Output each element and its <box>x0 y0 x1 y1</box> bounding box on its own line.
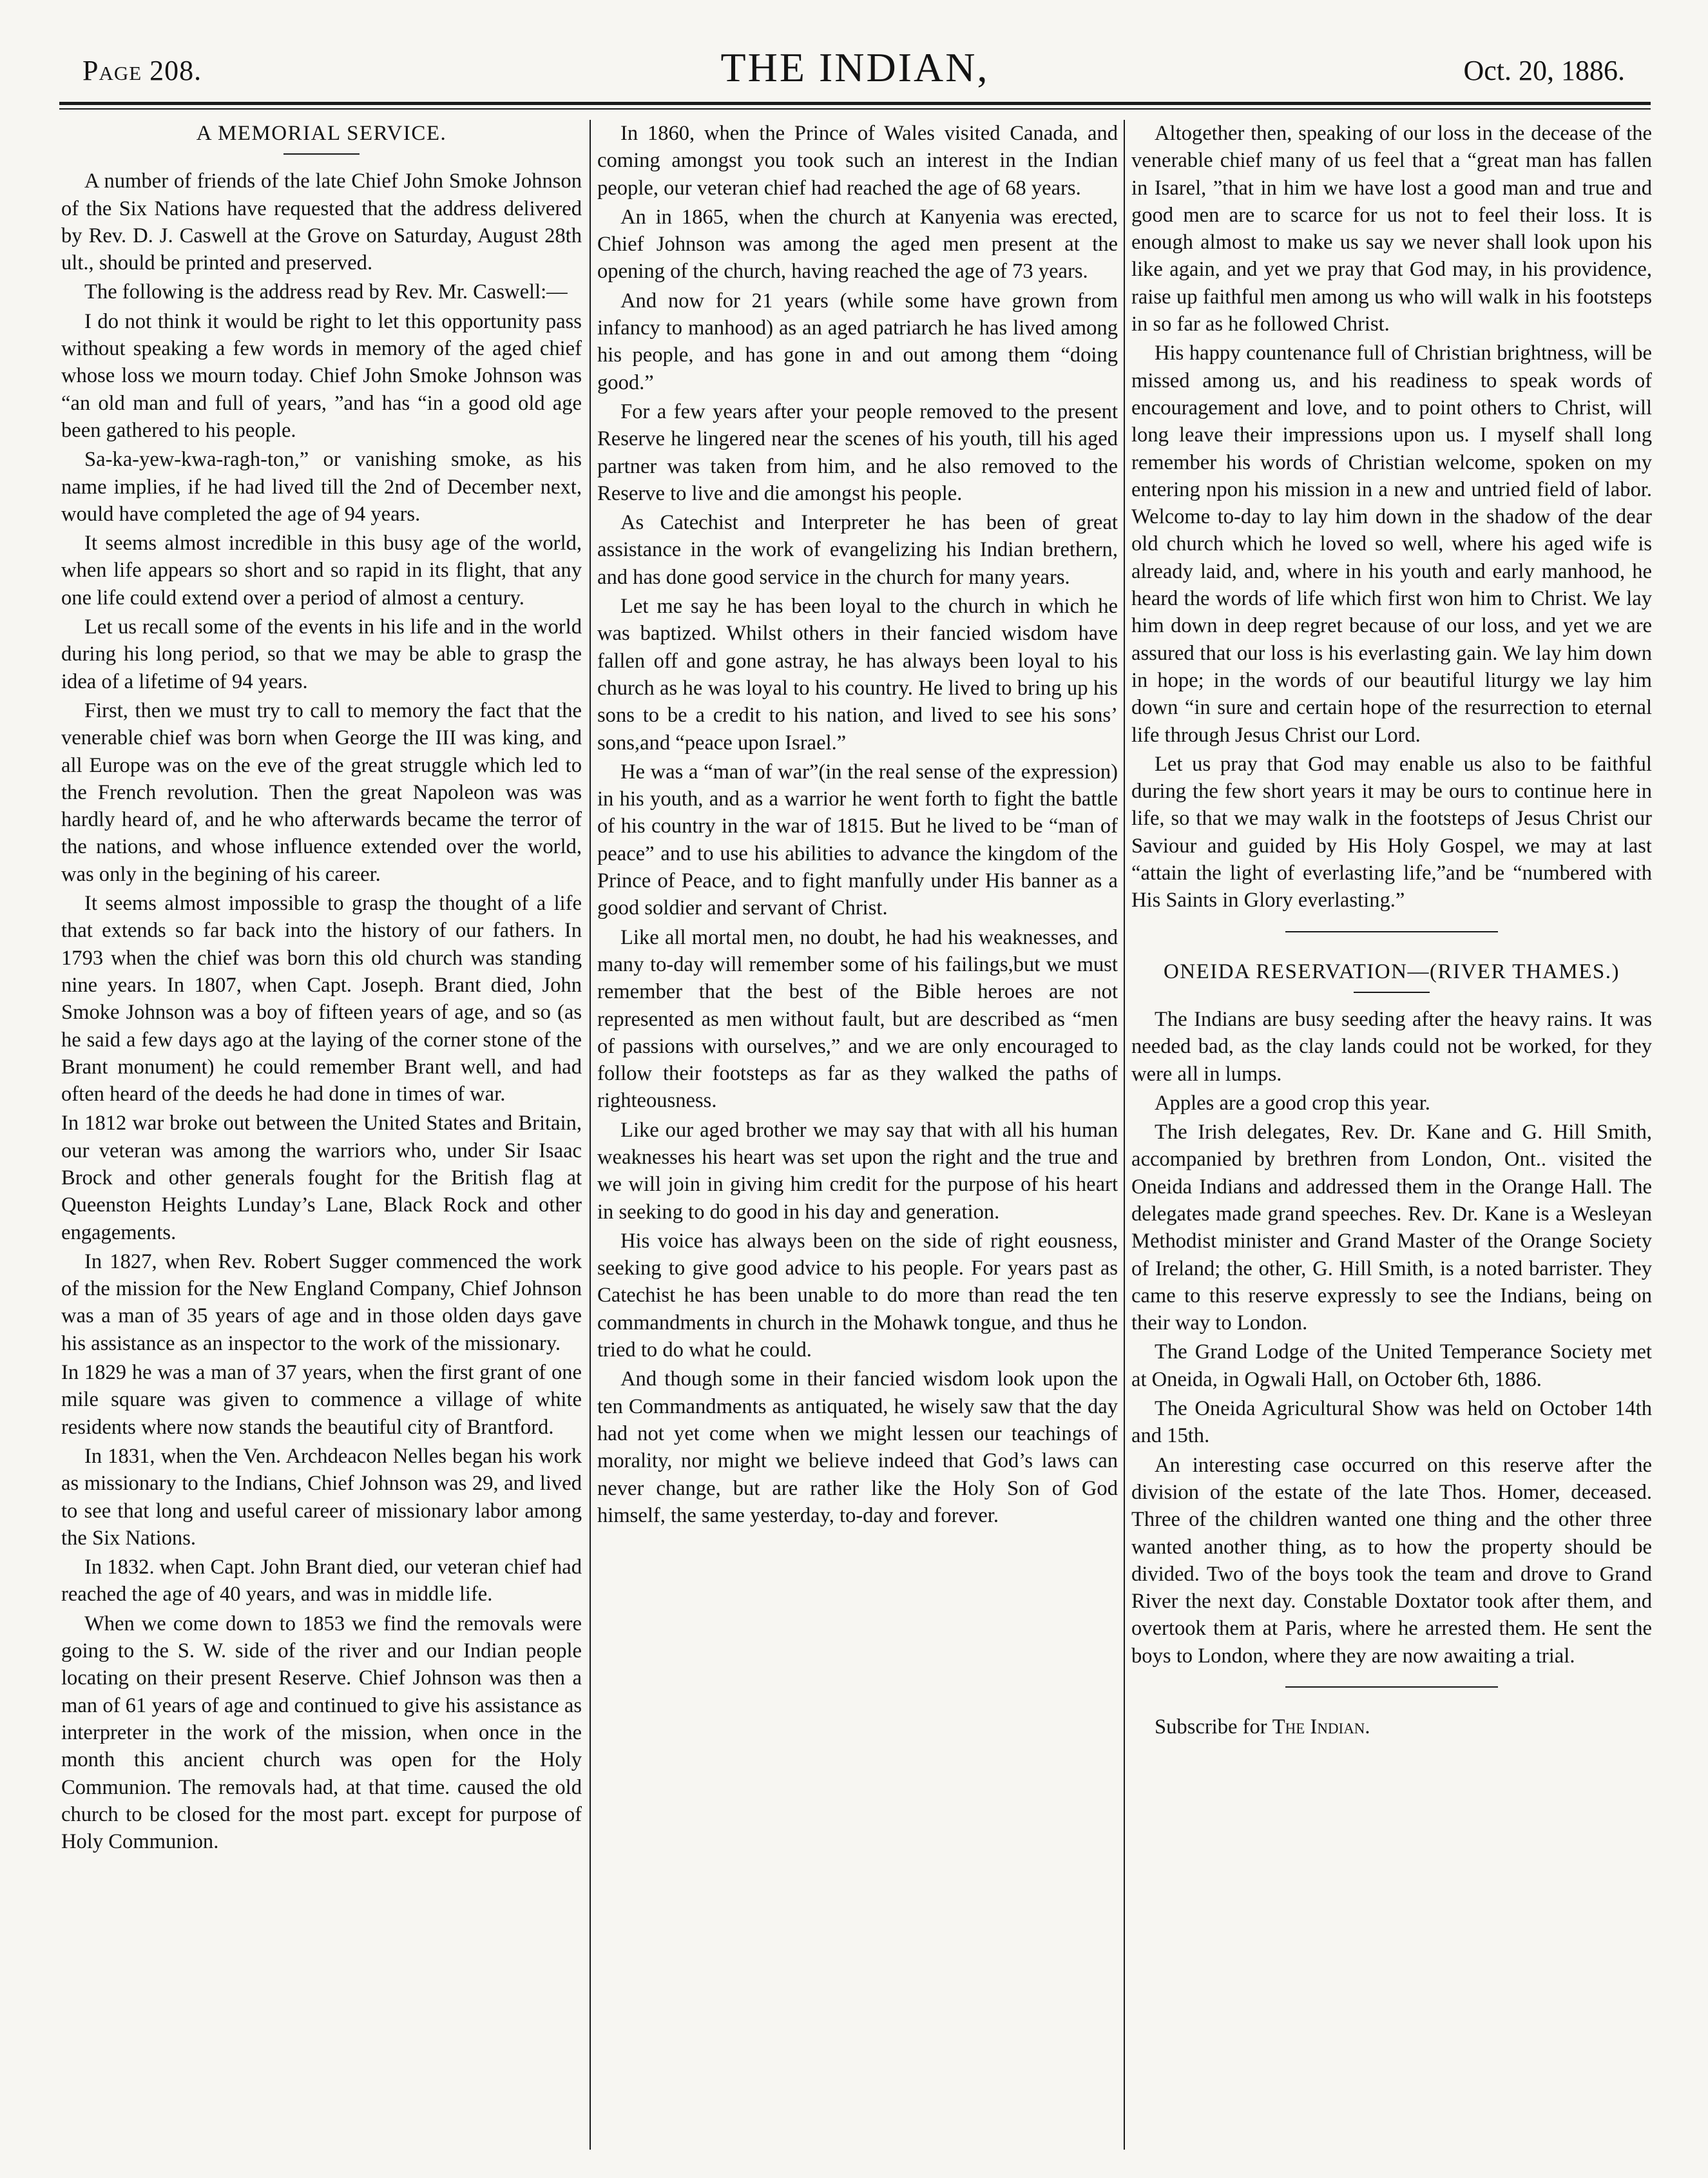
paragraph: Sa-ka-yew-kwa-ragh-ton,” or vanishing smoke, as his name implies, if he had lived till the 2nd of December next, would have completed the age of 94 years. <box>61 448 582 526</box>
newspaper-title: THE INDIAN, <box>720 44 990 90</box>
article-title-memorial: A MEMORIAL SERVICE. <box>196 122 447 145</box>
section-divider <box>1285 1686 1498 1688</box>
masthead-rule <box>59 102 1651 105</box>
paragraph: The Irish delegates, Rev. Dr. Kane and G. Hill Smith, accompanied by brethren from London, Ont.. visited the Oneida Indians and addressed them in the Orange Hall. The delegates made grand speeches. Rev. Dr. Kane is a Wesleyan Methodist minister and Grand Master of the Orange Society of Ireland; the other, G. Hill Smith, is a noted barrister. They came to this reserve expressly to see the Indians, being on their way to London. <box>1131 1121 1652 1335</box>
paragraph: Like our aged brother we may say that with all his human weaknesses his heart was set upon the right and the true and we will join in giving him credit for the purpose of his heart in seeking to do good in his day and generation. <box>597 1118 1118 1224</box>
column-divider <box>590 120 591 2150</box>
subscribe-text: Subscribe for <box>1155 1715 1272 1739</box>
subscribe-notice <box>1131 1713 1652 1740</box>
column-1 <box>61 120 582 1857</box>
paragraph: And though some in their fancied wisdom look upon the ten Commandments as antiquated, he wisely saw that the day had not yet come when we might lessen our teachings of morality, nor might we believe indeed that God’s laws can never change, but are rather like the Holy Son of God himself, the same yesterday, to-day and forever. <box>597 1367 1118 1527</box>
paragraph: His voice has always been on the side of right eousness, seeking to give good advice to his people. For years past as Catechist he has been unable to do more than read the ten commandments in church in the Mohawk tongue, and thus he tried to do what he could. <box>597 1229 1118 1362</box>
paragraph: In 1812 war broke out between the United States and Britain, our veteran was among the warriors who, under Sir Isaac Brock and other generals fought for the British flag at Queenston Heights Lunday’s Lane, Black Rock and other engagements. <box>61 1112 582 1244</box>
paragraph: The Oneida Agricultural Show was held on October 14th and 15th. <box>1131 1397 1652 1448</box>
paragraph: And now for 21 years (while some have grown from infancy to manhood) as an aged patriarch he has lived among his people, and has gone in and out among them “doing good.” <box>597 289 1118 394</box>
paragraph: In 1831, when the Ven. Archdeacon Nelles began his work as missionary to the Indians, Chief Johnson was 29, and lived to see that long and useful career of missionary labor among the Six Nations. <box>61 1444 582 1550</box>
paragraph: As Catechist and Interpreter he has been of great assistance in the work of evangelizing his Indian brethern, and has done good service in the church for many years. <box>597 511 1118 589</box>
paragraph: An interesting case occurred on this reserve after the division of the estate of the late Thos. Homer, deceased. Three of the children wanted one thing and the other three wanted another thing, as to how the property should be divided. Two of the boys took the team and drove to Grand River the next day. Constable Doxtator took after them, and overtook them at Paris, where he arrested them. He sent the boys to London, where they are now awaiting a trial. <box>1131 1453 1652 1668</box>
paragraph: A number of friends of the late Chief John Smoke Johnson of the Six Nations have requested that the address delivered by Rev. D. J. Caswell at the Grove on Saturday, August 28th ult., should be printed and preserved. <box>61 169 582 275</box>
title-rule <box>283 153 360 155</box>
paragraph: The Indians are busy seeding after the heavy rains. It was needed bad, as the clay lands could not be worked, for they were all in lumps. <box>1131 1007 1652 1086</box>
paragraph: Let us pray that God may enable us also to be faithful during the few short years it may be ours to continue here in life, so that we may walk in the footsteps of Jesus Christ our Saviour and guided by His Holy Gospel, we may at last “attain the light of everlasting life,”and be “numbered with His Saints in Glory everlasting.” <box>1131 752 1652 912</box>
paragraph: First, then we must try to call to memory the fact that the venerable chief was born when George the III was king, and all Europe was on the eve of the great struggle which led to the French revolution. Then the great Napoleon was was hardly heard of, and he who afterwards became the terror of the nations, and whose influence extended over the world, was only in the begining of his career. <box>61 699 582 886</box>
paragraph: In 1829 he was a man of 37 years, when the first grant of one mile square was given to commence a village of white residents where now stands the beautiful city of Brantford. <box>61 1361 582 1439</box>
paragraph: It seems almost impossible to grasp the thought of a life that extends so far back into the history of our fathers. In 1793 when the chief was born this old church was standing nine years. In 1807, when Capt. Joseph. Brant died, John Smoke Johnson was a boy of fifteen years of age, and so (as he said a few days ago at the laying of the corner stone of the Brant monument) he could remember Brant well, and had often heard of the deeds he had done in times of war. <box>61 892 582 1106</box>
title-rule <box>1354 992 1430 993</box>
paragraph: He was a “man of war”(in the real sense of the expression) in his youth, and as a warrior he went forth to fight the battle of his country in the war of 1815. But he lived to be “man of peace” and to use his abilities to advance the kingdom of the Prince of Peace, and to fight manfully under His banner as a good soldier and servant of Christ. <box>597 760 1118 920</box>
column-divider <box>1124 120 1125 2150</box>
paragraph: For a few years after your people removed to the present Reserve he lingered near the scenes of his youth, till his aged partner was taken from him, and he also removed to the Reserve to live and die amongst his people. <box>597 400 1118 505</box>
paragraph: It seems almost incredible in this busy age of the world, when life appears so short and so rapid in its flight, that any one life could extend over a period of almost a century. <box>61 532 582 610</box>
paragraph: The Grand Lodge of the United Temperance Society met at Oneida, in Ogwali Hall, on October 6th, 1886. <box>1131 1340 1652 1391</box>
paragraph: I do not think it would be right to let this opportunity pass without speaking a few words in memory of the aged chief whose loss we mourn today. Chief John Smoke Johnson was “an old man and full of years, ”and has “in a good old age been gathered to his people. <box>61 309 582 442</box>
paragraph: The following is the address read by Rev. Mr. Caswell:— <box>84 280 568 304</box>
paragraph: Like all mortal men, no doubt, he had his weaknesses, and many to-day will remember some of his failings,but we must remember that the best of the Bible heroes are not represented as men without fault, but are described as “men of passions with ourselves,” and we are only encouraged to follow their footsteps as far as they walked the paths of righteousness. <box>597 925 1118 1113</box>
publication-name: The Indian. <box>1272 1715 1370 1739</box>
paragraph: An in 1865, when the church at Kanyenia was erected, Chief Johnson was among the aged men present at the opening of the church, having reached the age of 73 years. <box>597 205 1118 284</box>
section-divider <box>1285 931 1498 932</box>
paragraph: Apples are a good crop this year. <box>1155 1091 1430 1115</box>
paragraph: Let me say he has been loyal to the church in which he was baptized. Whilst others in their fancied wisdom have fallen off and gone astray, he has always been loyal to his church as he was loyal to his country. He lived to bring up his sons to be a credit to his nation, and lived to see his sons’ sons,and “peace upon Israel.” <box>597 595 1118 755</box>
paragraph: His happy countenance full of Christian brightness, will be missed among us, and his readiness to speak words of encouragement and love, and to point others to Christ, will long leave their impressions upon us. I myself shall long remember his words of Christian welcome, spoken on my entering npon his mission in a new and untried field of labor. Welcome to-day to lay him down in the shadow of the dear old church which he loved so well, where his aged wife is already laid, and, where in his youth and early manhood, he heard the words of life which first won him to Christ. We lay him down in deep regret because of our loss, and yet we are assured that our loss is his everlasting gain. We lay him down in hope; in the words of our beautiful liturgy we lay him down “in sure and certain hope of the resurrection to eternal life through Jesus Christ our Lord. <box>1131 342 1652 747</box>
article-title-oneida: ONEIDA RESERVATION—(RIVER THAMES.) <box>1163 959 1620 983</box>
paragraph: In 1832. when Capt. John Brant died, our veteran chief had reached the age of 40 years, and was in middle life. <box>61 1556 582 1606</box>
paragraph: In 1860, when the Prince of Wales visited Canada, and coming amongst you took such an interest in the Indian people, our veteran chief had reached the age of 68 years. <box>597 122 1118 200</box>
paragraph: In 1827, when Rev. Robert Sugger commenced the work of the mission for the New England Company, Chief Johnson was a man of 35 years of age and in those olden days gave his assistance as an inspector to the work of the missionary. <box>61 1249 582 1355</box>
paragraph: When we come down to 1853 we find the removals were going to the S. W. side of the river and our Indian people locating on their present Reserve. Chief Johnson was then a man of 61 years of age and continued to give his assistance as interpreter in the work of the mission, when once in the month this ancient church was open for the Holy Communion. The removals had, at that time. caused the old church to be closed for the most part. except for purpose of Holy Communion. <box>61 1612 582 1854</box>
issue-date: Oct. 20, 1886. <box>1463 55 1625 86</box>
column-2 <box>597 120 1118 1531</box>
masthead-rule-thin <box>59 108 1651 110</box>
column-3 <box>1131 120 1652 1742</box>
masthead <box>59 40 1651 102</box>
page-number: Page 208. <box>82 55 202 86</box>
paragraph: Altogether then, speaking of our loss in the decease of the venerable chief many of us feel that a “great man has fallen in Isarel, ”that in him we have lost a good man and true and good men are to scarce for us not to feel their loss. It is enough almost to make us say we never shall look upon his like again, and yet we pray that God may, in his providence, raise up faithful men among us who will walk in his footsteps in so far as he followed Christ. <box>1131 122 1652 336</box>
paragraph: Let us recall some of the events in his life and in the world during his long period, so that we may be able to grasp the idea of a lifetime of 94 years. <box>61 615 582 693</box>
